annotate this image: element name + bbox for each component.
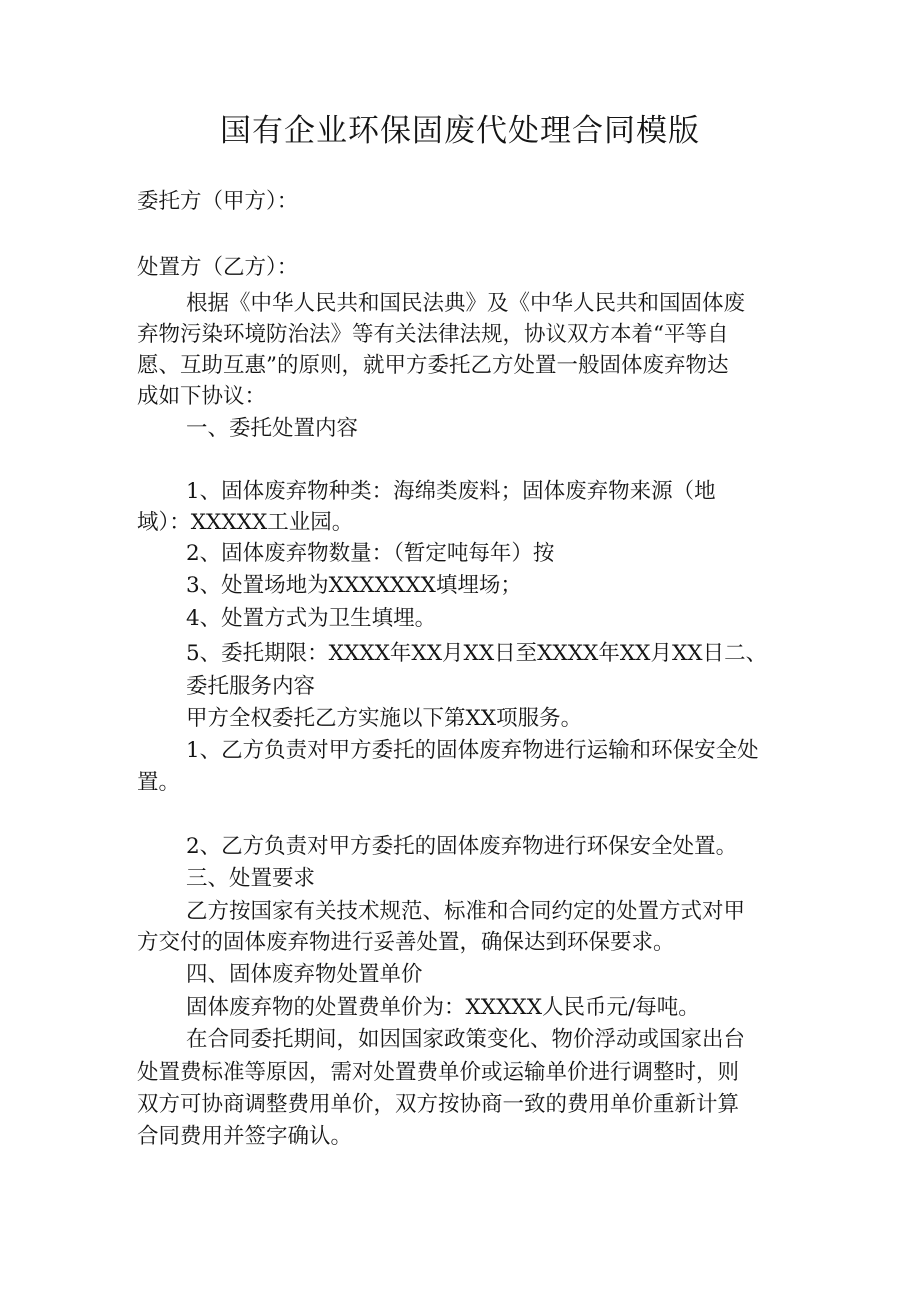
intro-line: 成如下协议： [137, 384, 267, 409]
intro-line: 根据《中华人民共和国民法典》及《中华人民共和国固体废 [186, 291, 746, 316]
section1-item1-cont: 域）：XXXXX工业园。 [137, 510, 354, 535]
intro-line: 愿、互助互惠”的原则，就甲方委托乙方处置一般固体废弃物达 [137, 353, 729, 378]
party-b-label: 处置方（乙方）： [137, 255, 299, 280]
section4-price: 固体废弃物的处置费单价为：XXXXX人民币元/每吨。 [186, 995, 700, 1020]
section4-body: 双方可协商调整费用单价，双方按协商一致的费用单价重新计算 [137, 1092, 740, 1117]
section1-item2: 2、固体废弃物数量：（暂定吨每年）按 [186, 541, 555, 566]
intro-line: 弃物污染环境防治法》等有关法律法规，协议双方本着“平等自 [137, 322, 729, 347]
section1-item3: 3、处置场地为XXXXXXX填埋场； [186, 573, 522, 598]
party-a-label: 委托方（甲方）： [137, 189, 299, 214]
section4-body: 处置费标准等原因，需对处置费单价或运输单价进行调整时，则 [137, 1060, 740, 1085]
section1-heading: 一、委托处置内容 [186, 416, 359, 441]
section1-item1: 1、固体废弃物种类：海绵类废料；固体废弃物来源（地 [186, 479, 716, 504]
section1-item5: 5、委托期限：XXXX年XX月XX日至XXXX年XX月XX日二、 [186, 641, 768, 666]
section2-item1-cont: 置。 [137, 770, 181, 795]
section2-heading: 委托服务内容 [186, 674, 316, 699]
section4-body: 合同费用并签字确认。 [137, 1124, 353, 1149]
section2-lead: 甲方全权委托乙方实施以下第XX项服务。 [186, 706, 583, 731]
section2-item2: 2、乙方负责对甲方委托的固体废弃物进行环保安全处置。 [186, 834, 738, 859]
section1-item4: 4、处置方式为卫生填埋。 [186, 606, 437, 631]
section3-body: 乙方按国家有关技术规范、标准和合同约定的处置方式对甲 [186, 899, 746, 924]
section2-item1: 1、乙方负责对甲方委托的固体废弃物进行运输和环保安全处 [186, 738, 759, 763]
document-title: 国有企业环保固废代处理合同模版 [220, 113, 700, 149]
section3-heading: 三、处置要求 [186, 866, 316, 891]
section3-body: 方交付的固体废弃物进行妥善处置，确保达到环保要求。 [137, 930, 675, 955]
section4-heading: 四、固体废弃物处置单价 [186, 962, 423, 987]
section4-body: 在合同委托期间，如因国家政策变化、物价浮动或国家出台 [186, 1027, 746, 1052]
